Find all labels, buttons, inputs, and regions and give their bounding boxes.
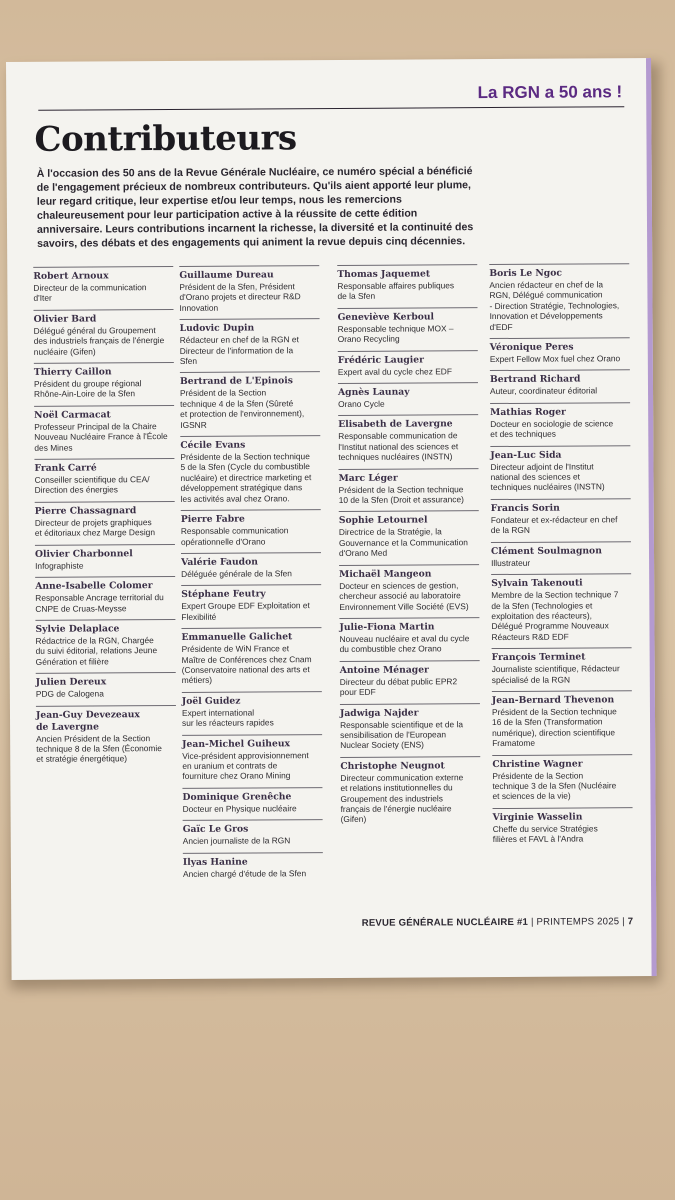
contributor-entry [35,619,175,667]
contributor-role: Orano Cycle [338,398,385,410]
contributor-role: Ancien rédacteur en chef de la RGN, Délégué communication - Direction Stratégie, Technologies, Innovation et Développements d'EDF [489,279,620,332]
contributor-entry [489,263,629,332]
contributors-column-1 [33,266,176,771]
contributor-entry [340,660,480,698]
contributor-name: Sophie Letournel [338,514,428,527]
contributor-name: Emmanuelle Galichet [181,631,293,644]
contributor-role: Fondateur et ex-rédacteur en chef de la RGN [490,514,618,536]
contributor-entry [34,405,174,453]
contributor-role: Responsable scientifique et de la sensibilisation de l'European Nuclear Society (ENS) [340,718,464,751]
contributor-role: Docteur en sociologie de science et des techniques [490,418,614,440]
contributor-name: Véronique Peres [489,341,574,354]
contributor-entry [339,617,479,655]
contributor-role: Nouveau nucléaire et aval du cycle du combustible chez Orano [339,633,470,655]
contributor-role: Vice-président approvisionnement en uranium et contrats de fourniture chez Orano Mining [182,749,309,782]
contributor-entry [33,266,173,304]
contributor-entry [35,544,175,571]
contributor-name: Valérie Faudon [181,556,258,568]
contributor-role: Expert Groupe EDF Exploitation et Flexibilité [181,600,310,622]
contributor-entry [181,584,321,622]
contributor-role: Directeur communication externe et relations institutionnelles du Groupement des industriels français de l'énergie nucléaire (Gifen) [340,771,464,825]
contributor-role: Présidente de la Section technique 3 de la Sfen (Nucléaire et sciences de la vie) [492,770,617,802]
contributor-entry [338,307,478,345]
contributor-role: Responsable communication de l'Institut national des sciences et techniques nucléaires (INSTN) [338,430,459,463]
footer-journal: REVUE GÉNÉRALE NUCLÉAIRE #1 [361,916,529,929]
contributor-role: Expert international sur les réacteurs rapides [181,707,274,729]
footer-season: PRINTEMPS 2025 [536,916,620,928]
contributor-role: Cheffe du service Stratégies filières et FAVL à l'Andra [492,823,598,845]
contributor-entry [183,819,323,846]
contributor-name: Elisabeth de Lavergne [338,418,453,431]
contributor-name: Cécile Evans [180,439,246,452]
contributor-entry [181,509,321,547]
contributor-role: Infographiste [35,560,84,571]
contributor-role: Professeur Principal de la Chaire Nouveau Nucléaire France à l'École des Mines [34,420,168,453]
contributor-entry [182,787,322,814]
contributor-name: Jean-Michel Guiheux [182,737,291,750]
contributor-entry [179,265,319,313]
contributor-role: Membre de la Section technique 7 de la Sfen (Technologies et exploitation des réacteurs), Délégué Programme Nouveaux Réacteurs R&D EDF [491,589,619,642]
contributor-role: Docteur en Physique nucléaire [182,803,297,814]
contributor-entry [491,541,631,568]
contributor-role: Responsable communication opérationnelle d'Orano [180,525,289,547]
contributor-entry [490,402,630,440]
magazine-page [6,58,657,980]
contributor-role: Expert aval du cycle chez EDF [337,365,452,377]
contributor-entry [35,576,175,614]
contributor-role: Président de la Section technique 16 de la Sfen (Transformation numérique), direction scientifique Framatome [491,706,617,749]
contributor-role: Directrice de la Stratégie, la Gouvernance et la Communication d'Orano Med [338,526,468,559]
contributor-name: Stéphane Feutry [181,588,266,601]
contributor-name: Bertrand de L'Epinois [179,375,293,388]
contributor-role: Présidente de WiN France et Maître de Conférences chez Cnam (Conservatoire national des arts et métiers) [181,643,312,686]
contributor-name: Christine Wagner [492,758,583,770]
contributor-role: Déléguée générale de la Sfen [181,568,292,579]
contributor-name: Jadwiga Najder [339,707,419,719]
contributor-entry [183,852,323,879]
contributor-entry [180,372,320,430]
contributor-name: Pierre Chassagnard [34,505,137,517]
intro-paragraph: À l'occasion des 50 ans de la Revue Générale Nucléaire, ce numéro spécial a bénéficié de l'engagement précieux de nombreux contributeurs. Qu'ils aient apporté leur plume, leur regard critique, leur expertise et/ou leur temps, nous les remercions chaleureusement pour leur participation active à la réussite de cette édition anniversaire. Leurs contributions incarnent la richesse, la diversité et la continuité des savoirs, des débats et des engagements qui animent la revue depuis cinq décennies. [36,165,474,250]
contributor-name: Guillaume Dureau [179,269,274,281]
contributor-name: Clément Soulmagnon [490,545,602,557]
footer-separator: | [528,916,537,928]
contributor-role: Auteur, coordinateur éditorial [489,385,598,397]
anniversary-banner: La RGN a 50 ans ! [477,82,623,103]
contributor-role: Journaliste scientifique, Rédacteur spécialisé de la RGN [491,663,620,685]
contributor-name: Geneviève Kerboul [337,311,435,323]
contributor-entry [338,350,478,377]
contributor-entry [182,691,322,729]
contributor-role: Ancien chargé d'étude de la Sfen [182,867,307,879]
contributor-role: Illustrateur [491,557,531,568]
contributor-entry [181,552,321,579]
contributor-entry [36,672,176,699]
contributor-entry [34,362,174,400]
contributor-name: Francis Sorin [490,502,560,514]
contributor-role: Ancien Président de la Section technique 8 de la Sfen (Économie et stratégie énergétique) [36,732,162,765]
contributor-entry [180,318,320,366]
contributor-role: Directeur de la communication d'Iter [33,282,147,304]
contributor-entry [340,756,480,825]
contributor-role: Responsable affaires publiques de la Sfen [337,280,455,302]
contributor-entry [337,264,477,302]
contributor-role: Président de la Section technique 10 de la Sfen (Droit et assurance) [338,483,464,506]
contributor-entry [340,703,480,751]
contributor-name: Sylvie Delaplace [35,623,120,635]
contributor-name: Boris Le Ngoc [489,267,562,280]
contributor-entry [339,511,479,559]
contributor-entry [34,458,174,496]
contributor-name: Ludovic Dupin [179,322,255,335]
contributor-name: Michaël Mangeon [339,568,432,580]
contributor-role: Responsable technique MOX – Orano Recycling [337,323,454,345]
contributor-role: Président de la Sfen, Président d'Orano projets et directeur R&D Innovation [179,281,301,313]
contributor-entry [34,309,174,357]
contributor-entry [491,498,631,536]
contributor-role: Directeur adjoint de l'Institut national des sciences et techniques nucléaires (INSTN) [490,461,605,493]
contributor-name: Anne-Isabelle Colomer [35,580,153,592]
contributor-entry [338,415,478,463]
contributor-name: Jean-Guy Devezeaux de Lavergne [35,708,140,733]
contributor-role: Directeur du débat public EPR2 pour EDF [339,675,458,698]
contributor-name: Bertrand Richard [489,373,581,386]
contributor-name: Antoine Ménager [339,664,429,676]
contributor-name: Dominique Grenêche [182,791,292,803]
contributor-name: Christophe Neugnot [340,760,445,772]
contributor-name: Marc Léger [338,472,398,484]
contributor-role: Directeur de projets graphiques et éditoriaux chez Marge Design [34,516,156,539]
contributor-role: Docteur en sciences de gestion, chercheur associé au laboratoire Environnement Ville Société (EVS) [339,579,469,612]
contributor-entry [493,807,633,845]
page-number: 7 [627,916,634,928]
contributor-name: François Terminet [491,651,586,664]
contributor-name: Ilyas Hanine [182,856,248,868]
contributor-entry [490,370,630,397]
contributor-role: Présidente de la Section technique 5 de la Sfen (Cycle du combustible nucléaire) et directrice marketing et développement stratégique dans les activités aval chez Orano. [180,451,312,504]
contributor-name: Joël Guidez [181,695,241,707]
contributor-name: Virginie Wasselin [492,811,583,823]
contributor-entry [35,501,175,539]
contributor-role: Expert Fellow Mox fuel chez Orano [489,353,621,365]
contributor-name: Jean-Bernard Thevenon [491,694,615,706]
contributor-role: Rédactrice de la RGN, Chargée du suivi éditorial, relations Jeune Génération et filière [35,635,158,667]
contributor-entry [338,382,478,409]
contributor-role: Responsable Ancrage territorial du CNPE de Cruas-Meysse [35,592,164,614]
contributor-name: Gaïc Le Gros [182,823,249,836]
page-title: Contributeurs [34,118,297,160]
contributor-name: Jean-Luc Sida [490,449,562,461]
contributors-column-4 [489,263,633,850]
contributor-role: Délégué général du Groupement des industriels français de l'énergie nucléaire (Gifen) [33,324,165,357]
contributor-name: Agnès Launay [337,386,410,399]
contributor-name: Frank Carré [34,462,97,474]
contributor-role: Rédacteur en chef de la RGN et Directeur de l'information de la Sfen [179,334,299,366]
contributor-entry [181,627,321,685]
contributor-entry [338,468,478,506]
contributor-entry [339,564,479,612]
contributor-entry [180,435,320,504]
contributor-entry [492,754,632,802]
contributor-name: Noël Carmacat [34,409,111,421]
contributor-name: Julie-Fiona Martin [339,621,435,633]
contributor-entry [491,573,631,642]
page-footer [362,916,634,929]
contributor-role: PDG de Calogena [35,688,104,699]
contributor-entry [492,690,632,748]
contributor-name: Mathias Roger [490,406,566,418]
contributor-entry [490,337,630,364]
contributor-name: Robert Arnoux [33,270,109,282]
contributor-entry [182,734,322,782]
contributor-name: Olivier Bard [33,313,97,325]
contributors-column-2 [179,265,323,885]
contributor-name: Pierre Fabre [180,513,245,526]
contributor-role: Président du groupe régional Rhône-Ain-Loire de la Sfen [33,378,142,400]
contributor-name: Frédéric Laugier [337,354,424,366]
contributor-name: Julien Dereux [35,676,107,688]
contributor-role: Président de la Section technique 4 de la Sfen (Sûreté et protection de l'environnement), IGSNR [179,387,305,430]
contributors-column-3 [337,264,480,831]
contributor-role: Conseiller scientifique du CEA/ Direction des énergies [34,474,150,496]
contributor-name: Olivier Charbonnel [34,547,133,560]
header-rule [38,106,624,111]
footer-separator: | [619,916,628,928]
contributor-entry [36,705,176,765]
contributor-name: Thomas Jaquemet [337,268,431,280]
contributor-name: Thierry Caillon [33,366,112,378]
contributor-name: Sylvain Takenouti [491,577,583,590]
contributor-entry [492,647,632,685]
contributor-role: Ancien journaliste de la RGN [182,835,291,847]
contributor-entry [490,445,630,493]
